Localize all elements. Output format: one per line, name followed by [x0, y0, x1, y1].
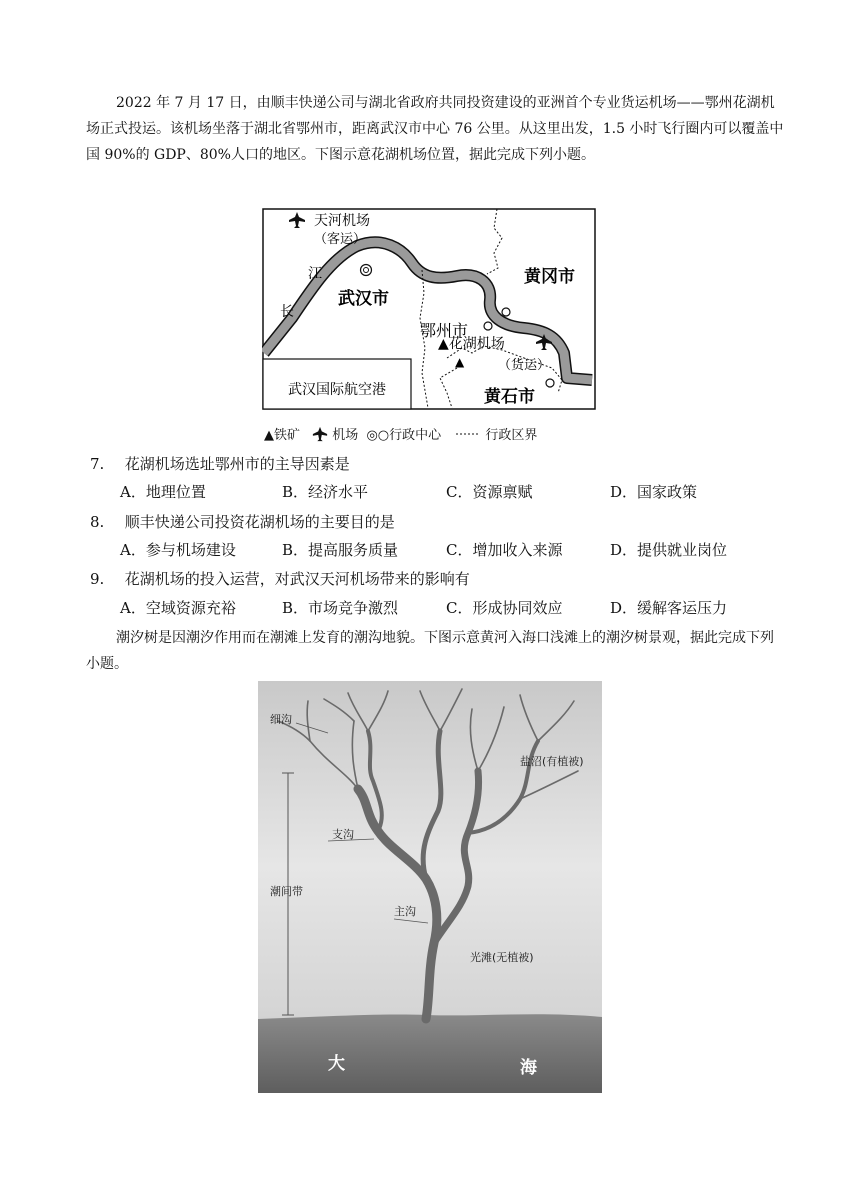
river-label-chang: 长: [280, 304, 294, 320]
intro2-paragraph: [86, 625, 786, 677]
q8-option-b[interactable]: B．提高服务质量: [282, 541, 399, 559]
tidal-tree-figure: [258, 681, 602, 1093]
q7-option-a[interactable]: A．地理位置: [120, 483, 206, 501]
intro-paragraph: [86, 90, 786, 168]
river-label-jiang: 江: [308, 266, 322, 282]
q9-option-a[interactable]: A．空域资源充裕: [120, 599, 236, 617]
label-sea-1: 大: [328, 1054, 345, 1074]
legend-airport-icon: [312, 426, 328, 442]
question-7: [90, 452, 350, 476]
q8-option-d[interactable]: D．提供就业岗位: [610, 541, 728, 559]
label-sea-2: 海: [520, 1058, 537, 1078]
q8-option-c[interactable]: C．增加收入来源: [446, 541, 563, 559]
ezhou-center-icon: [484, 322, 492, 330]
label-fine-channel: 细沟: [270, 713, 292, 726]
q7-option-c[interactable]: C．资源禀赋: [446, 483, 533, 501]
question-8: [90, 510, 395, 534]
question-7-number: 7.: [90, 455, 105, 473]
huanggang-center-icon: [502, 308, 510, 316]
ezhou-label: 鄂州市: [420, 321, 469, 340]
legend-center: ◎○行政中心: [366, 428, 442, 443]
legend-boundary-icon: [455, 429, 481, 439]
q9-option-b[interactable]: B．市场竞争激烈: [282, 599, 399, 617]
iron-ore-marker-icon: ▲: [455, 355, 465, 369]
label-branch-channel: 支沟: [332, 828, 354, 841]
label-bare-flat: 光滩(无植被): [470, 951, 534, 964]
q9-option-c[interactable]: C．形成协同效应: [446, 599, 563, 617]
question-9-number: 9.: [90, 570, 105, 588]
question-9-text: 花湖机场的投入运营，对武汉天河机场带来的影响有: [124, 570, 470, 588]
wuhan-label: 武汉市: [338, 289, 389, 309]
label-intertidal-zone: 潮间带: [270, 885, 303, 898]
question-9: [90, 567, 470, 591]
port-label: 武汉国际航空港: [288, 382, 386, 398]
q7-option-b[interactable]: B．经济水平: [282, 483, 369, 501]
question-8-text: 顺丰快递公司投资花湖机场的主要目的是: [124, 513, 395, 531]
huanggang-label: 黄冈市: [524, 267, 575, 287]
intro-text: 2022 年 7 月 17 日，由顺丰快递公司与湖北省政府共同投资建设的亚洲首个专业货运机场——鄂州花湖机场正式投运。该机场坐落于湖北省鄂州市，距离武汉市中心 76 公里。从这里出发，1.5 小时飞行圈内可以覆盖中国 90%的 GDP、80%人口的地区。下图示意花湖机场位置，据此完成下列小题。: [86, 95, 784, 163]
label-salt-marsh: 盐沼(有植被): [520, 755, 584, 768]
sea-area: [258, 1014, 602, 1093]
legend-airport: 机场: [332, 428, 359, 443]
huangshi-label: 黄石市: [484, 387, 535, 407]
label-main-channel: 主沟: [394, 905, 416, 918]
legend-boundary: 行政区界: [485, 428, 538, 443]
huangshi-center-icon: [546, 379, 554, 387]
question-8-number: 8.: [90, 513, 105, 531]
q9-option-d[interactable]: D．缓解客运压力: [610, 599, 728, 617]
intro2-text: 潮汐树是因潮汐作用而在潮滩上发育的潮沟地貌。下图示意黄河入海口浅滩上的潮汐树景观，据此完成下列小题。: [86, 630, 774, 672]
tianhe-label: 天河机场: [314, 213, 370, 229]
huahu-sub-label: （货运）: [498, 358, 551, 373]
q8-option-a[interactable]: A．参与机场建设: [120, 541, 236, 559]
map-legend: [264, 424, 537, 443]
q7-option-d[interactable]: D．国家政策: [610, 483, 698, 501]
legend-iron: ▲铁矿: [264, 428, 300, 443]
question-7-text: 花湖机场选址鄂州市的主导因素是: [124, 455, 350, 473]
huahu-label: ▲花湖机场: [438, 336, 505, 352]
tianhe-sub-label: （客运）: [314, 232, 367, 247]
airport-location-map: [262, 208, 596, 410]
